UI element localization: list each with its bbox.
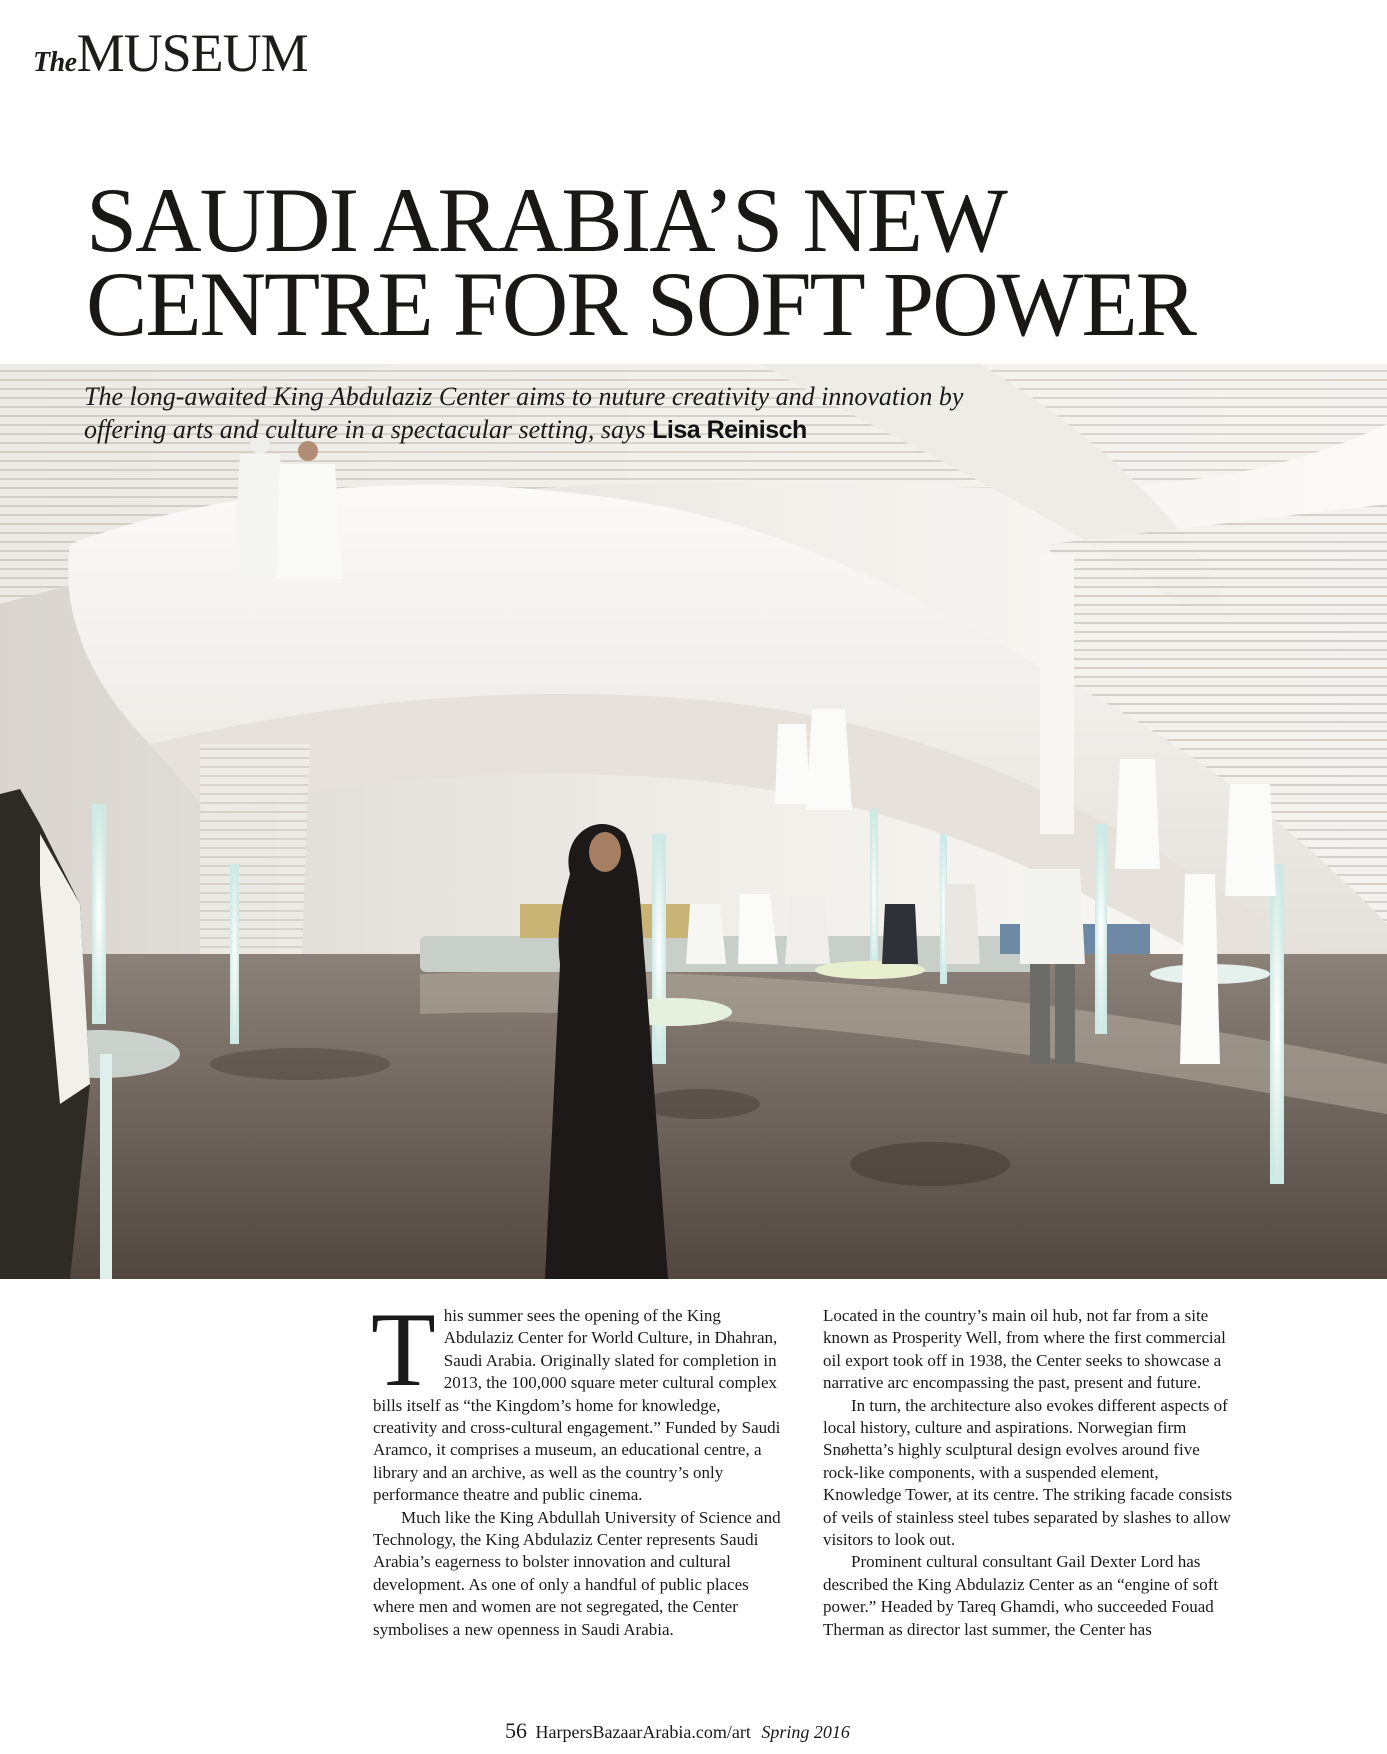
paragraph: [371, 1291, 787, 1507]
page-number: 56: [505, 1718, 527, 1743]
floor-shadow-1: [850, 1142, 1010, 1186]
floor-shadow-2: [640, 1089, 760, 1119]
footer-site: HarpersBazaarArabia.com/art: [535, 1722, 751, 1742]
section-prefix: The: [33, 47, 77, 78]
drop-cap: T: [371, 1291, 436, 1408]
page-footer: [505, 1718, 850, 1744]
footer-issue: Spring 2016: [761, 1722, 850, 1742]
paragraph: Much like the King Abdullah University of Science and Technology, the King Abdulaziz Center represents Saudi Arabia’s eagerness to bolster innovation and cultural development. As one of only a handful of public places where men and women are not segregated, the Center symbolises a new openness in Saudi Arabia.: [373, 1507, 781, 1639]
headline-line-2: CENTRE FOR SOFT POWER: [86, 253, 1196, 355]
section-label: [33, 23, 308, 83]
paragraph: In turn, the architecture also evokes different aspects of local history, culture and aspirations. Norwegian firm Snøhetta’s highly sculptural design evolves around five rock-like components, with a suspended element, Knowledge Tower, at its centre. The striking facade consists of veils of stainless steel tubes separated by slashes to allow visitors to look out.: [823, 1395, 1233, 1550]
standfirst: [84, 380, 1044, 447]
column-left: [371, 1291, 787, 1641]
author-byline: Lisa Reinisch: [652, 416, 807, 444]
hero-image: [0, 364, 1387, 1279]
atrium-illustration: [0, 364, 1387, 1279]
headline-line-1: SAUDI ARABIA’S NEW: [86, 169, 1006, 271]
column-right: [823, 1305, 1237, 1641]
paragraph: Located in the country’s main oil hub, not far from a site known as Prosperity Well, from where the first commercial oil export took off in 1938, the Center seeks to showcase a narrative arc encompassing the past, present and future.: [823, 1306, 1226, 1393]
standfirst-line-2: offering arts and culture in a spectacular setting, says: [84, 415, 646, 444]
paragraph: Prominent cultural consultant Gail Dexter Lord has described the King Abdulaziz Center as an “engine of soft power.” Headed by Tareq Ghamdi, who succeeded Fouad Therman as director last summer, the Center has: [823, 1552, 1219, 1639]
support-column: [1040, 554, 1074, 834]
section-name: MUSEUM: [76, 23, 308, 83]
floor-shadow-3: [210, 1048, 390, 1080]
paragraph-text: his summer sees the opening of the King Abdulaziz Center for World Culture, in Dhahran, Saudi Arabia. Originally slated for completion in 2013, the 100,000 square meter cultural complex bills itself as “the Kingdom’s home for knowledge, creativity and cross-cultural engagement.” Funded by Saudi Aramco, it comprises a museum, an educational centre, a library and an archive, as well as the country’s only performance theatre and public cinema.: [373, 1306, 781, 1505]
headline: [86, 169, 1376, 355]
article-body: [371, 1291, 1243, 1639]
standfirst-line-1: The long-awaited King Abdulaziz Center aims to nuture creativity and innovation by: [84, 382, 964, 411]
